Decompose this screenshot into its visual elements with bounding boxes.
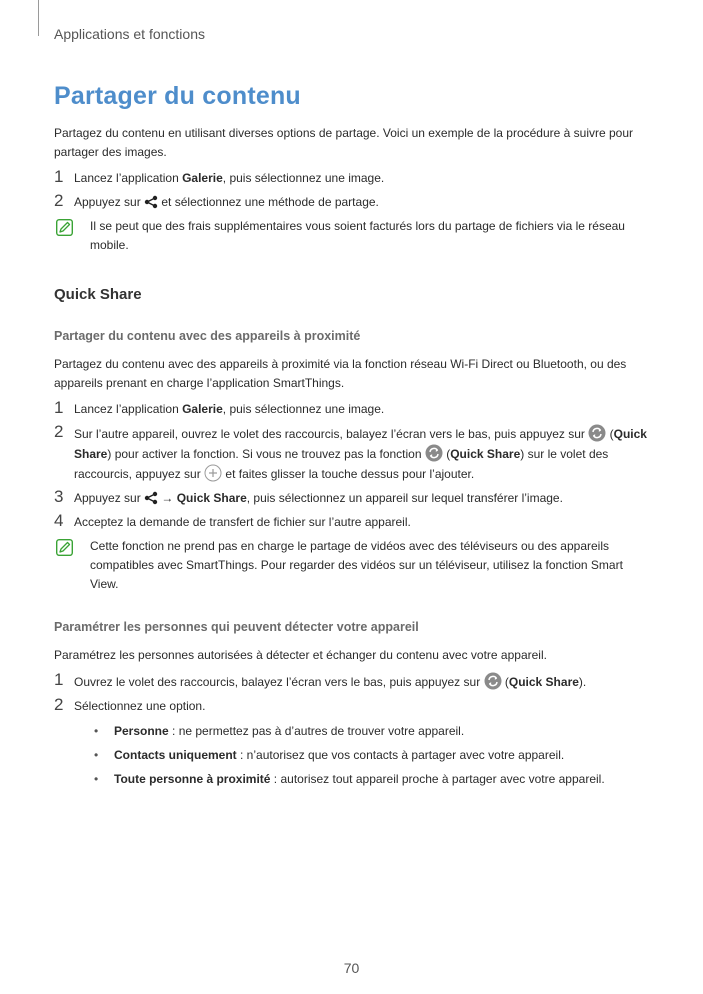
step-number: 2 (54, 695, 64, 714)
page-number: 70 (343, 960, 360, 976)
subsection-intro: Partagez du contenu avec des appareils à proximité via la fonction réseau Wi-Fi Direct ou Bluetooth, ou des appareils prenant en charge l’application SmartThings. (54, 357, 627, 390)
step-1: 1 Lancez l’application Galerie, puis sélectionnez une image. (54, 167, 385, 186)
detect-step-2: 2 Sélectionnez une option. • Personne : ne permettez pas à d’autres de trouver votre appareil. • Contacts uniquement : n’autorisez que vos contacts à partager avec votre appareil. • Toute personne à proximité : autorisez tout appareil proche à partager avec votre appareil. (54, 697, 648, 789)
list-item: • Toute personne à proximité : autorisez tout appareil proche à partager avec votre appareil. (94, 770, 648, 789)
step-number: 4 (54, 511, 64, 530)
note-pencil-icon (56, 539, 73, 556)
step-number: 1 (54, 167, 64, 186)
step-number: 1 (54, 670, 64, 689)
subsection-heading: Partager du contenu avec des appareils à proximité (54, 329, 361, 343)
header-rule (38, 0, 39, 36)
visibility-options-list (74, 722, 648, 789)
page-content (54, 124, 648, 794)
quick-share-icon (588, 424, 606, 442)
quick-share-icon (425, 444, 443, 462)
qs-step-4: 4 Acceptez la demande de transfert de fichier sur l’autre appareil. (54, 511, 411, 530)
subsection-heading: Paramétrer les personnes qui peuvent détecter votre appareil (54, 620, 419, 634)
step-number: 2 (54, 191, 64, 210)
step-2: 2 Appuyez sur et sélectionnez une méthode de partage. (54, 191, 379, 210)
note: Il se peut que des frais supplémentaires vous soient facturés lors du partage de fichiers via le réseau mobile. (54, 217, 648, 255)
intro-paragraph: Partagez du contenu en utilisant diverses options de partage. Voici un exemple de la procédure à suivre pour partager des images. (54, 126, 634, 159)
note-pencil-icon (56, 219, 73, 236)
step-number: 1 (54, 398, 64, 417)
subsection-intro: Paramétrez les personnes autorisées à détecter et échanger du contenu avec votre appareil. (54, 648, 547, 662)
bullet: • (94, 748, 99, 762)
bullet: • (94, 724, 99, 738)
qs-step-1: 1 Lancez l’application Galerie, puis sélectionnez une image. (54, 398, 385, 417)
share-icon (144, 491, 158, 505)
note: Cette fonction ne prend pas en charge le partage de vidéos avec des téléviseurs ou des appareils compatibles avec SmartThings. Pour regarder des vidéos sur un téléviseur, utilisez la fonction Smart View. (54, 537, 648, 594)
list-item: • Contacts uniquement : n’autorisez que vos contacts à partager avec votre appareil. (94, 746, 648, 765)
add-circle-icon (204, 464, 222, 482)
section-header: Applications et fonctions (54, 26, 205, 42)
qs-step-2: 2 Sur l’autre appareil, ouvrez le volet des raccourcis, balayez l’écran vers le bas, puis appuyez sur (Quick Share) pour activer la fonction. Si vous ne trouvez pas la fonction (Quick Share) sur le volet des raccourcis, appuyez sur et faites glisser la touche dessus pour l’ajouter. (54, 422, 647, 481)
detect-step-1: 1 Ouvrez le volet des raccourcis, balayez l’écran vers le bas, puis appuyez sur (Quick Share). (54, 670, 587, 689)
share-icon (144, 195, 158, 209)
step-number: 2 (54, 422, 64, 441)
quick-share-icon (484, 672, 502, 690)
page-title: Partager du contenu (54, 82, 301, 110)
bullet: • (94, 772, 99, 786)
step-number: 3 (54, 487, 64, 506)
section-heading-quick-share: Quick Share (54, 286, 142, 303)
qs-step-3: 3 Appuyez sur → Quick Share, puis sélectionnez un appareil sur lequel transférer l’image. (54, 487, 563, 506)
list-item: • Personne : ne permettez pas à d’autres de trouver votre appareil. (94, 722, 648, 741)
